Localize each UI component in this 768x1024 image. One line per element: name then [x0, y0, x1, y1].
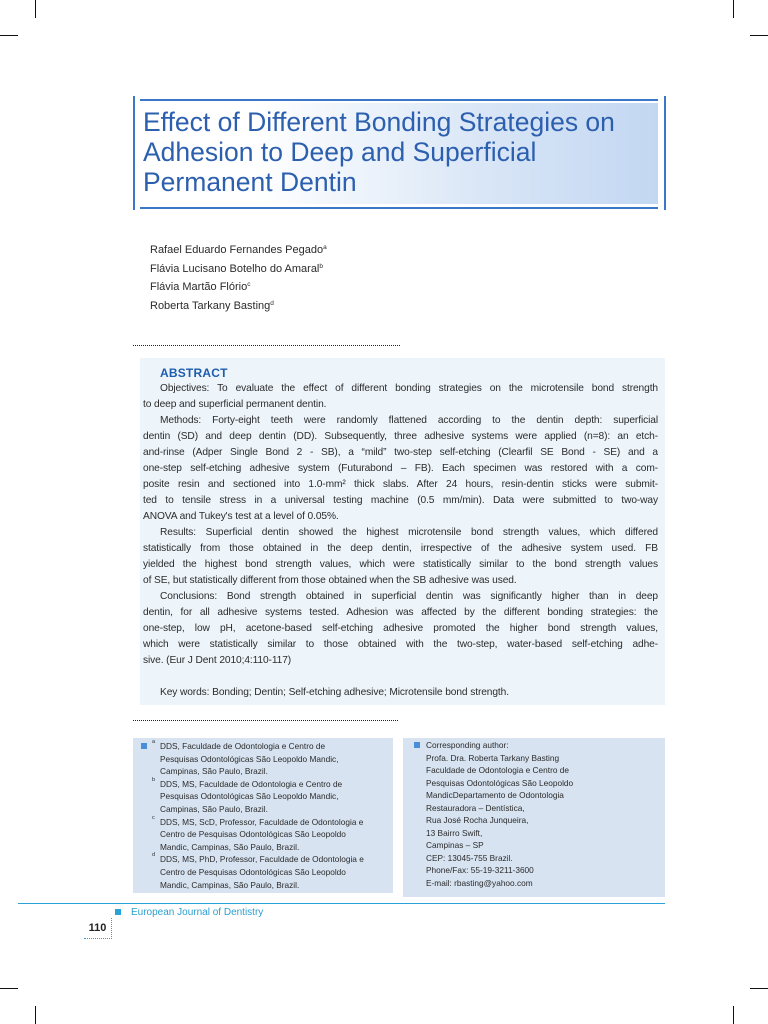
- footer-rule: [18, 903, 665, 904]
- affiliation-d: [152, 852, 364, 891]
- correspondence-line: CEP: 13045-755 Brazil.: [426, 852, 513, 863]
- author-list: [150, 241, 327, 316]
- affiliations-list: [152, 739, 364, 891]
- article-title: [143, 107, 658, 197]
- author-4: [150, 297, 327, 316]
- title-line: Permanent Dentin: [143, 167, 357, 197]
- affiliation-mark: b: [152, 776, 156, 783]
- affiliation-mark: c: [247, 281, 251, 289]
- affiliation-line: Pesquisas Odontológicas São Leopoldo Mandic,: [160, 791, 339, 802]
- title-frame-left: [133, 96, 135, 210]
- affiliation-line: Mandic, Campinas, São Paulo, Brazil.: [160, 879, 300, 890]
- square-bullet-icon: [141, 743, 147, 749]
- affiliation-mark: d: [270, 300, 274, 308]
- results-line: yielded the highest bond strength values, which were statistically similar to the bond strength values: [143, 559, 658, 570]
- methods-line: and-rinse (Adper Single Bond 2 - SB), a “mild” two-step self-etching (Clearfil SE Bond - SE) and a: [143, 447, 658, 458]
- affiliation-line: Pesquisas Odontológicas São Leopoldo Mandic,: [160, 753, 339, 764]
- crop-mark-top-right-vertical: [733, 0, 734, 18]
- affiliation-line: Campinas, São Paulo, Brazil.: [160, 766, 268, 777]
- divider-bottom: [133, 720, 398, 721]
- author-name: Rafael Eduardo Fernandes Pegado: [150, 244, 324, 256]
- author-1: [150, 241, 327, 260]
- abstract-text: [143, 381, 658, 701]
- author-name: Flávia Martão Flório: [150, 281, 248, 294]
- methods-line: dentin (SD) and deep dentin (DD). Subsequently, three adhesive systems were applied (n=8): an etch-: [143, 431, 658, 442]
- affiliation-line: DDS, Faculdade de Odontologia e Centro de: [160, 741, 326, 751]
- results-line: of SE, but statistically different from those obtained when the SB adhesive was used.: [143, 575, 517, 586]
- affiliation-line: Campinas, São Paulo, Brazil.: [160, 803, 268, 814]
- journal-name: European Journal of Dentistry: [131, 907, 264, 918]
- crop-mark-top-left-horizontal: [0, 35, 18, 36]
- abstract-spacer: [143, 669, 658, 685]
- author-name: Flávia Lucisano Botelho do Amaral: [150, 262, 320, 275]
- conclusions-line: dentin, for all adhesive systems tested. Adhesion was affected by the different bonding strategies: the: [143, 607, 658, 618]
- title-frame-bottom: [140, 207, 658, 209]
- page-number: 110: [84, 918, 112, 939]
- correspondence-line: Faculdade de Odontologia e Centro de: [426, 765, 569, 775]
- divider-top: [133, 345, 400, 346]
- title-line: Effect of Different Bonding Strategies on: [143, 107, 615, 137]
- correspondence-line: Campinas – SP: [426, 840, 484, 850]
- crop-mark-bottom-right-vertical: [733, 1006, 734, 1024]
- title-frame-top: [140, 99, 658, 101]
- correspondence-line: Restauradora – Dentística,: [426, 802, 525, 813]
- abstract-heading: ABSTRACT: [160, 366, 228, 380]
- methods-line: posite resin and sectioned into 1.0-mm² thick slabs. After 24 hours, resin-dentin sticks were submit-: [143, 479, 658, 490]
- affiliation-line: Centro de Pesquisas Odontológicas São Leopoldo: [160, 866, 346, 877]
- crop-mark-top-left-vertical: [35, 0, 36, 18]
- title-frame-right: [664, 96, 666, 210]
- crop-mark-bottom-right-horizontal: [750, 988, 768, 989]
- affiliation-mark: a: [152, 739, 156, 745]
- correspondence-line: Profa. Dra. Roberta Tarkany Basting: [426, 752, 560, 763]
- square-bullet-icon: [414, 742, 420, 748]
- crop-mark-bottom-left-vertical: [35, 1006, 36, 1024]
- methods-line: Methods: Forty-eight teeth were randomly flattened according to the dentin depth: superficial: [160, 415, 658, 426]
- results-line: statistically from those obtained in the deep dentin, irrespective of the adhesive system used. FB: [143, 543, 658, 554]
- methods-line: ted to tensile stress in a universal testing machine (0.5 mm/min). Data were submitted to two-way: [143, 495, 658, 506]
- conclusions-line: which were statistically similar to those obtained with the two-step, water-based self-etching adhe-: [143, 639, 658, 650]
- crop-mark-top-right-horizontal: [750, 35, 768, 36]
- methods-line: one-step self-etching adhesive system (Futurabond – FB). Each specimen was restored with a com-: [143, 463, 658, 474]
- correspondence-text: [426, 739, 573, 889]
- author-3: [150, 278, 327, 297]
- affiliation-mark: b: [319, 262, 324, 270]
- affiliation-mark: c: [152, 814, 155, 821]
- correspondence-email: E-mail: rbasting@yahoo.com: [426, 877, 533, 888]
- conclusions-line: one-step, low pH, acetone-based self-etching adhesive promoted the higher bond strength values,: [143, 623, 658, 634]
- crop-mark-bottom-left-horizontal: [0, 988, 18, 989]
- objectives-line: to deep and superficial permanent dentin.: [143, 399, 327, 410]
- conclusions-line: sive. (Eur J Dent 2010;4:110-117): [143, 655, 292, 666]
- affiliation-line: DDS, MS, ScD, Professor, Faculdade de Odontologia e: [160, 816, 364, 827]
- correspondence-line: 13 Bairro Swift,: [426, 827, 483, 838]
- correspondence-line: MandicDepartamento de Odontologia: [426, 790, 564, 800]
- correspondence-line: Rua José Rocha Junqueira,: [426, 815, 529, 825]
- results-line: Results: Superficial dentin showed the highest microtensile bond strength values, which differed: [160, 527, 658, 538]
- author-name: Roberta Tarkany Basting: [150, 300, 271, 313]
- correspondence-heading: Corresponding author:: [426, 740, 509, 750]
- correspondence-line: Phone/Fax: 55-19-3211-3600: [426, 865, 534, 875]
- affiliation-mark: d: [152, 852, 156, 859]
- correspondence-line: Pesquisas Odontológicas São Leopoldo: [426, 777, 574, 788]
- conclusions-line: Conclusions: Bond strength obtained in superficial dentin was significantly higher than in deep: [160, 591, 658, 602]
- title-line: Adhesion to Deep and Superficial: [143, 137, 537, 167]
- square-bullet-icon: [115, 909, 121, 915]
- affiliation-line: Mandic, Campinas, São Paulo, Brazil.: [160, 841, 300, 852]
- affiliation-a: [152, 739, 364, 778]
- objectives-line: Objectives: To evaluate the effect of different bonding strategies on the microtensile bond strength: [160, 383, 658, 394]
- keywords-line: Key words: Bonding; Dentin; Self-etching adhesive; Microtensile bond strength.: [160, 687, 509, 698]
- affiliation-line: DDS, MS, Faculdade de Odontologia e Centro de: [160, 778, 343, 789]
- affiliation-b: [152, 776, 364, 816]
- affiliation-line: DDS, MS, PhD, Professor, Faculdade de Odontologia e: [160, 854, 364, 865]
- affiliation-c: [152, 814, 364, 854]
- affiliation-line: Centro de Pesquisas Odontológicas São Leopoldo: [160, 829, 346, 840]
- affiliation-mark: a: [323, 244, 327, 251]
- author-2: [150, 260, 327, 279]
- methods-line: ANOVA and Tukey's test at a level of 0.05%.: [143, 511, 339, 522]
